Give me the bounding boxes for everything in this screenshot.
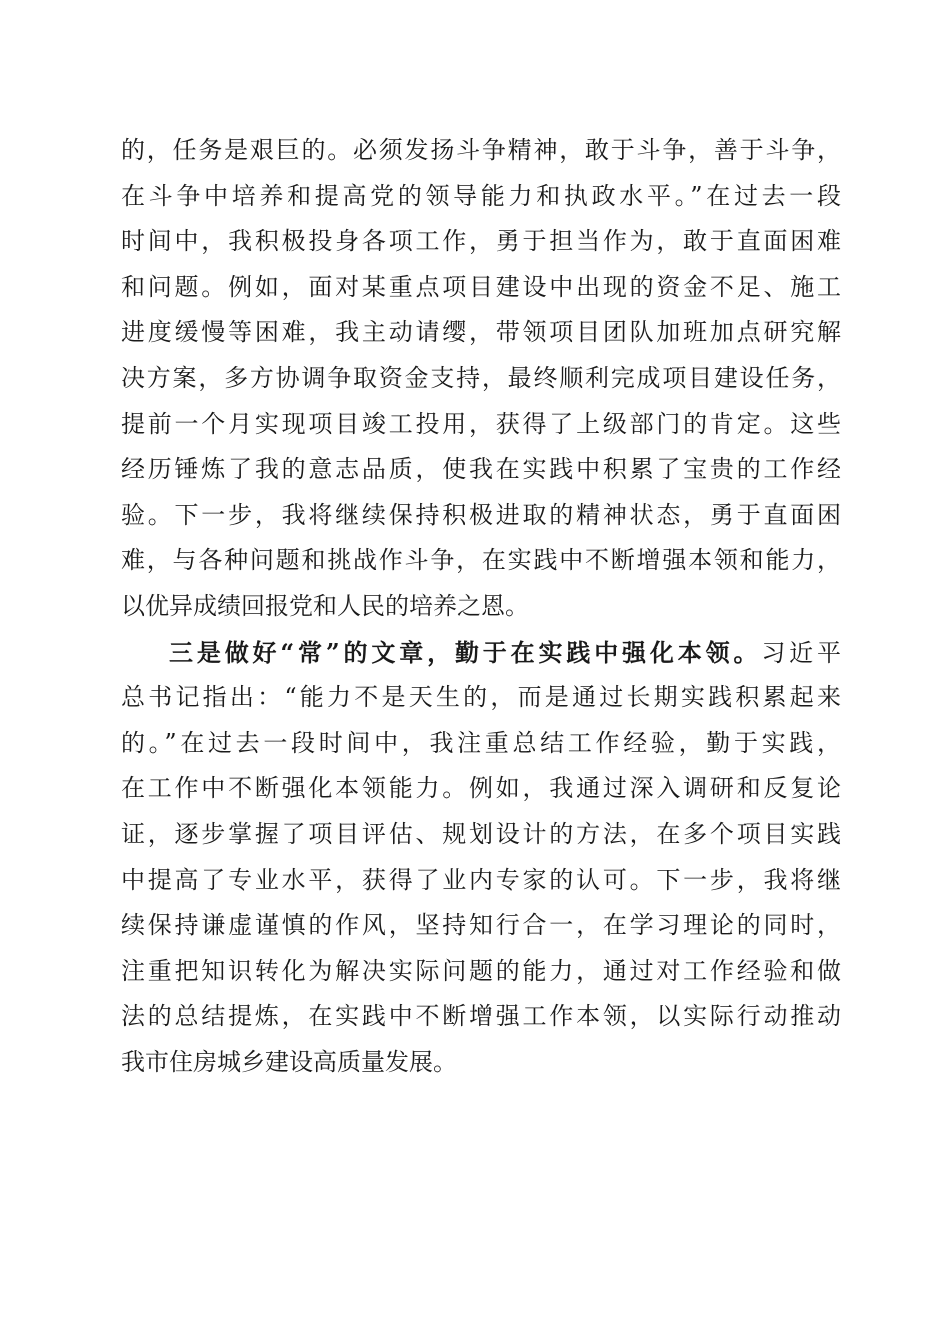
text-line: 验。下一步，我将继续保持积极进取的精神状态，勇于直面困 xyxy=(121,500,841,529)
text-line: 的。”在过去一段时间中，我注重总结工作经验，勤于实践， xyxy=(121,728,841,757)
text-line: 的，任务是艰巨的。必须发扬斗争精神，敢于斗争，善于斗争， xyxy=(121,136,841,164)
text-line: 总书记指出：“能力不是天生的，而是通过长期实践积累起来 xyxy=(121,683,841,712)
text-line: 时间中，我积极投身各项工作，勇于担当作为，敢于直面困难 xyxy=(121,227,841,256)
text-line: 证，逐步掌握了项目评估、规划设计的方法，在多个项目实践 xyxy=(121,819,841,848)
text-line: 进度缓慢等困难，我主动请缨，带领项目团队加班加点研究解 xyxy=(121,318,841,347)
text-line: 决方案，多方协调争取资金支持，最终顺利完成项目建设任务， xyxy=(121,363,841,392)
text-line: 中提高了专业水平，获得了业内专家的认可。下一步，我将继 xyxy=(121,865,841,894)
paragraph-1 xyxy=(121,128,841,630)
text-run: 习近平 xyxy=(761,638,842,667)
text-line: 在斗争中培养和提高党的领导能力和执政水平。”在过去一段 xyxy=(121,181,841,210)
text-line: 注重把知识转化为解决实际问题的能力，通过对工作经验和做 xyxy=(121,956,841,985)
paragraph-2-first-line xyxy=(121,630,841,676)
text-line: 我市住房城乡建设高质量发展。 xyxy=(121,1047,457,1076)
document-page xyxy=(121,128,841,1085)
text-line: 经历锤炼了我的意志品质，使我在实践中积累了宝贵的工作经 xyxy=(121,455,841,484)
paragraph-2 xyxy=(121,630,841,1086)
text-line: 提前一个月实现项目竣工投用，获得了上级部门的肯定。这些 xyxy=(121,409,841,438)
text-line: 和问题。例如，面对某重点项目建设中出现的资金不足、施工 xyxy=(121,272,841,301)
text-line: 法的总结提炼，在实践中不断增强工作本领，以实际行动推动 xyxy=(121,1002,841,1031)
text-line: 难，与各种问题和挑战作斗争，在实践中不断增强本领和能力， xyxy=(121,546,841,575)
text-line: 以优异成绩回报党和人民的培养之恩。 xyxy=(121,591,529,620)
section-heading: 三是做好“常”的文章，勤于在实践中强化本领。 xyxy=(169,637,762,667)
text-line: 在工作中不断强化本领能力。例如，我通过深入调研和反复论 xyxy=(121,774,841,803)
text-line: 续保持谦虚谨慎的作风，坚持知行合一，在学习理论的同时， xyxy=(121,911,841,940)
